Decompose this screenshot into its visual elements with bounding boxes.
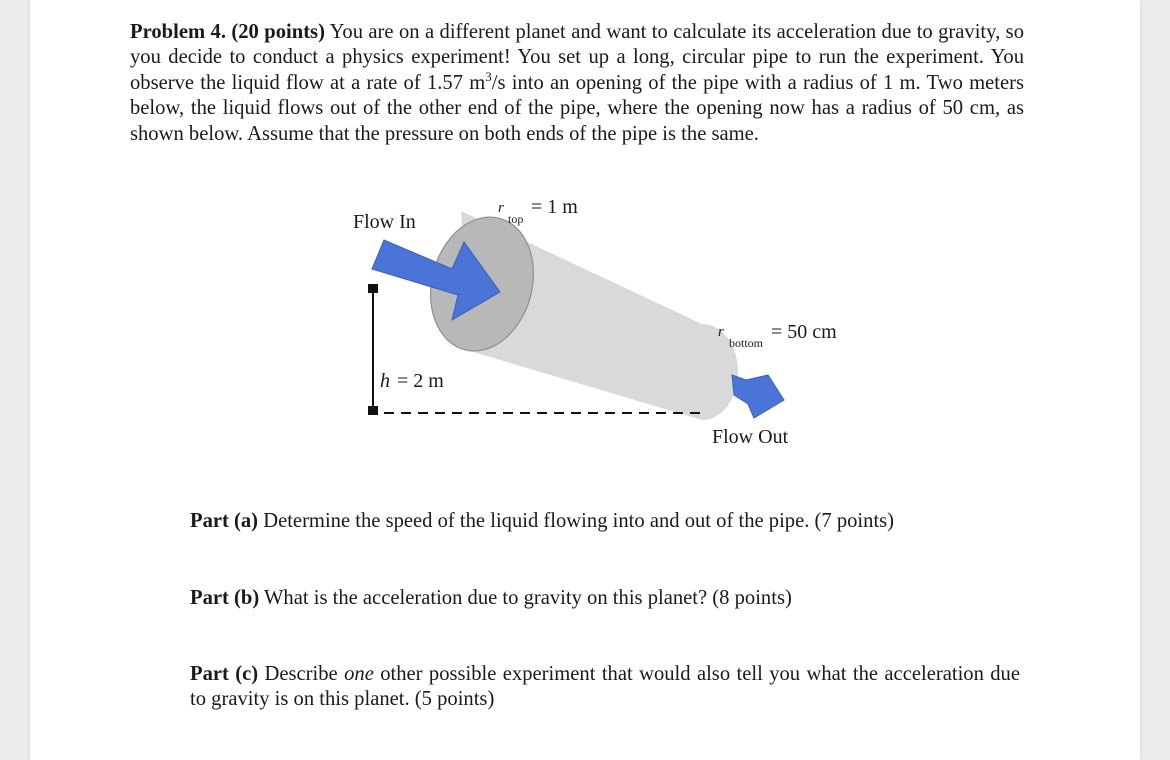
r-top-subscript: top: [508, 212, 524, 226]
height-symbol: h: [380, 370, 390, 392]
problem-text-1: You are on a different planet and want to calculate its acceleration due to gravity, so you decide to conduct a physics experiment! You set up a long, circular pipe to run the experiment. You observe the liquid flow at a rate of 1.57 m: [130, 21, 1024, 94]
part-a-text: Determine the speed of the liquid flowing into and out of the pipe. (7 points): [263, 510, 895, 532]
problem-points: (20 points): [231, 21, 325, 43]
r-bottom-symbol: r: [718, 324, 724, 340]
part-c-emphasis: one: [344, 663, 374, 685]
part-c-text-1: Describe: [264, 663, 338, 685]
problem-text-2: /s into an opening of the pipe with a radius of 1 m. Two meters below, the liquid flows out of the other end of the pipe, where the opening now has a radius of 50 cm, as shown below. Assume that the pressure on both ends of the pipe is the same.: [130, 71, 1025, 145]
part-a-label: Part (a): [190, 510, 259, 532]
height-top-cap: [368, 284, 378, 293]
part-a: [190, 509, 1020, 534]
flow-in-label: Flow In: [353, 211, 416, 233]
r-top-value: = 1 m: [531, 196, 578, 218]
r-bottom-subscript: bottom: [729, 336, 764, 350]
flow-out-arrow: [732, 375, 784, 418]
part-c-text-2: other possible experiment that would also tell you what the acceleration due to gravity is on this planet. (5 points): [190, 663, 1020, 710]
r-bottom-value: = 50 cm: [771, 321, 837, 343]
height-value: = 2 m: [397, 370, 444, 392]
part-b-label: Part (b): [190, 587, 260, 609]
part-c-label: Part (c): [190, 663, 259, 685]
flow-out-label: Flow Out: [712, 426, 789, 448]
r-top-symbol: r: [498, 200, 504, 216]
part-b-text: What is the acceleration due to gravity on this planet? (8 points): [263, 587, 792, 609]
part-b: [190, 586, 1020, 611]
part-c: [190, 662, 1020, 712]
height-bottom-cap: [368, 406, 378, 415]
problem-exponent: 3: [485, 68, 492, 84]
problem-heading: Problem 4.: [130, 21, 226, 43]
